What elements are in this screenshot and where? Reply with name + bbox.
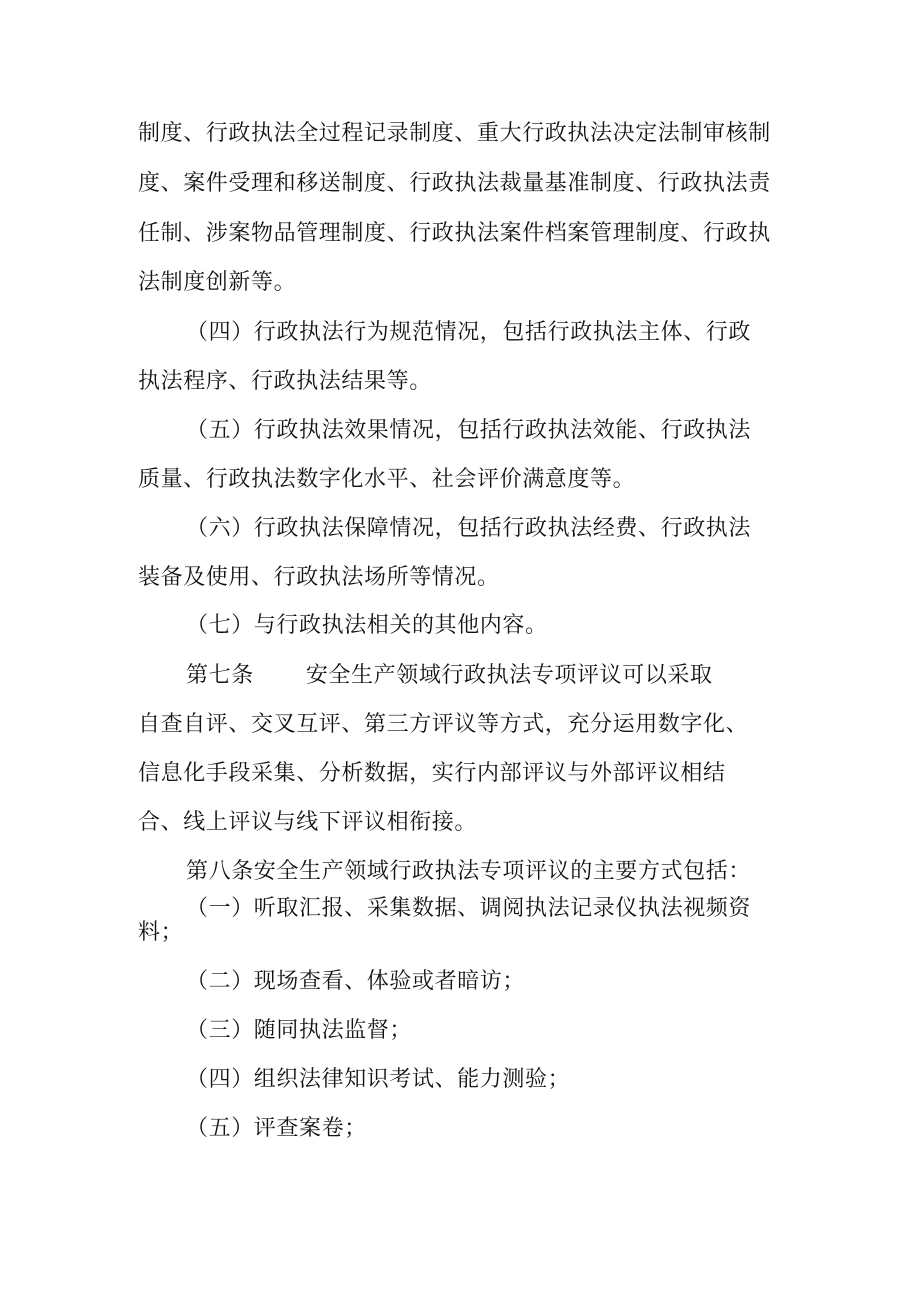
item-six: （六）行政执法保障情况，包括行政执法经费、行政执法 — [186, 516, 752, 541]
text-line: 质量、行政执法数字化水平、社会评价满意度等。 — [138, 467, 636, 492]
method-five: （五）评查案卷； — [186, 1116, 367, 1141]
article-seven-heading — [186, 661, 713, 691]
text-line: 执法程序、行政执法结果等。 — [138, 369, 432, 394]
text-line: 度、案件受理和移送制度、行政执法裁量基准制度、行政执法责 — [138, 171, 771, 196]
method-one: （一）听取汇报、采集数据、调阅执法记录仪执法视频资 — [186, 896, 752, 921]
method-three: （三）随同执法监督； — [186, 1018, 413, 1043]
item-seven: （七）与行政执法相关的其他内容。 — [186, 613, 548, 638]
text-line: 法制度创新等。 — [138, 270, 297, 295]
text-line: 制度、行政执法全过程记录制度、重大行政执法决定法制审核制 — [138, 121, 771, 146]
text-line: 任制、涉案物品管理制度、行政执法案件档案管理制度、行政执 — [138, 221, 771, 246]
article-text: 安全生产领域行政执法专项评议可以采取 — [305, 663, 713, 688]
method-two: （二）现场查看、体验或者暗访； — [186, 969, 526, 994]
text-line: 装备及使用、行政执法场所等情况。 — [138, 565, 500, 590]
text-line: 信息化手段采集、分析数据，实行内部评议与外部评议相结 — [138, 761, 726, 786]
text-line: 料； — [138, 920, 184, 945]
article-eight-heading: 第八条安全生产领域行政执法专项评议的主要方式包括： — [186, 859, 752, 884]
item-five: （五）行政执法效果情况，包括行政执法效能、行政执法 — [186, 418, 752, 443]
article-number: 第七条 — [186, 663, 254, 688]
text-line: 自查自评、交叉互评、第三方评议等方式，充分运用数字化、 — [138, 712, 749, 737]
text-line: 合、线上评议与线下评议相衔接。 — [138, 810, 478, 835]
method-four: （四）组织法律知识考试、能力测验； — [186, 1067, 571, 1092]
item-four: （四）行政执法行为规范情况，包括行政执法主体、行政 — [186, 320, 752, 345]
